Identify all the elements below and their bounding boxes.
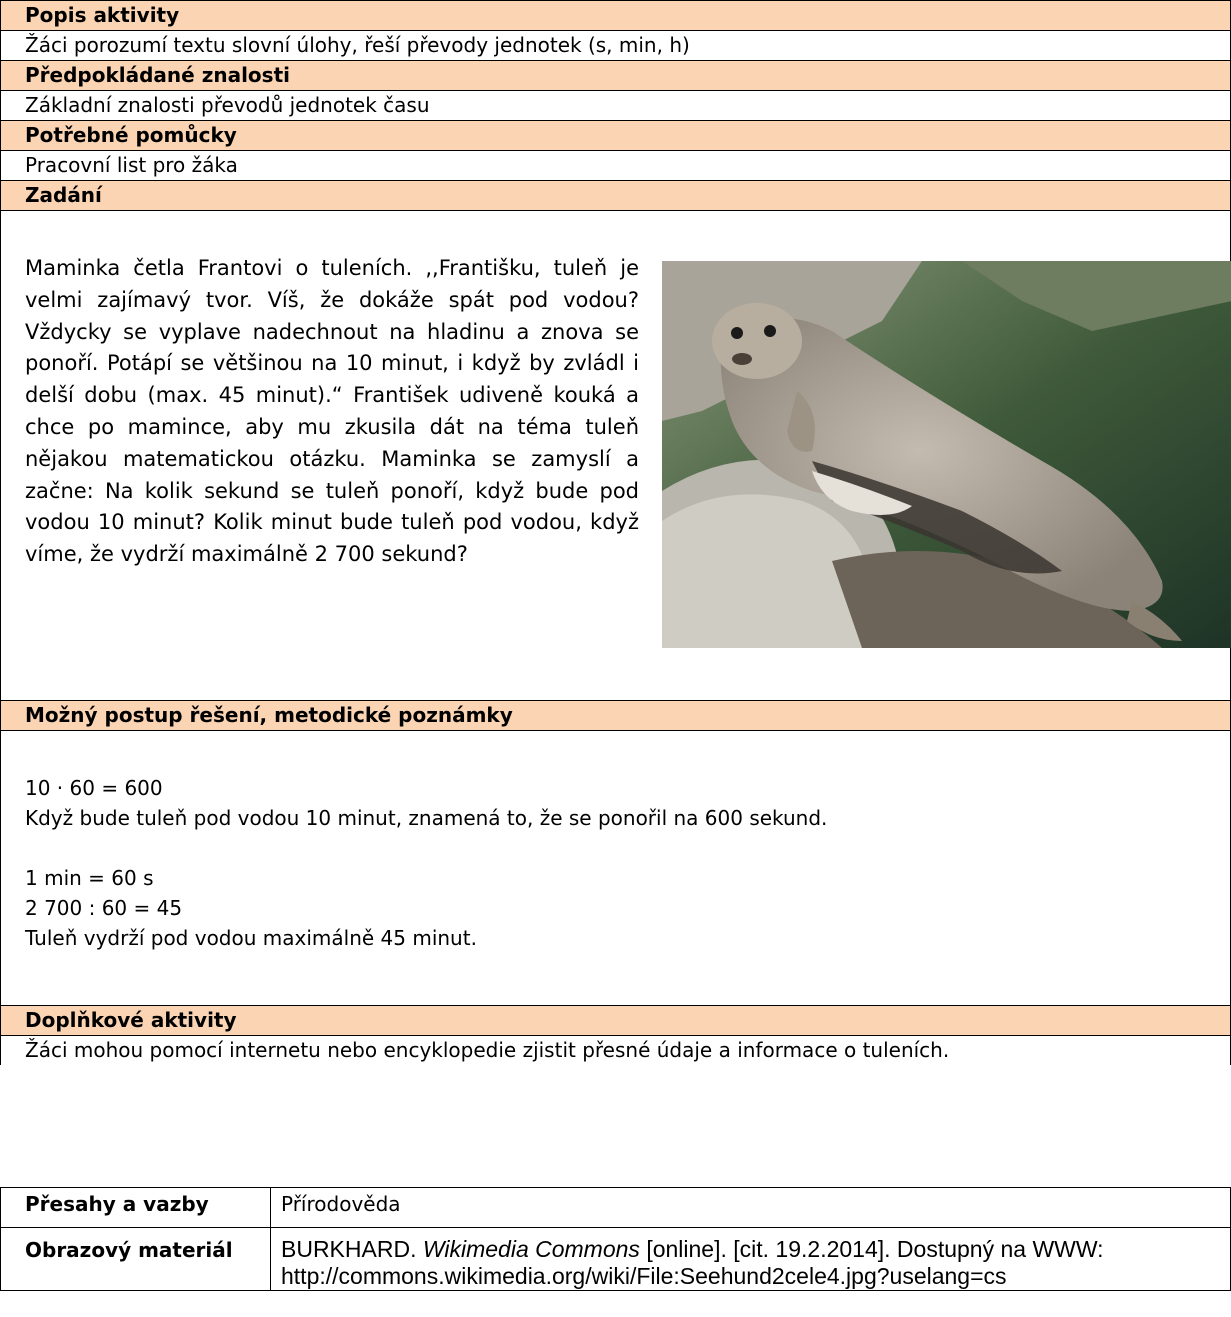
section-header-task: Zadání [0,180,1231,210]
solution-line: Tuleň vydrží pod vodou maximálně 45 minut. [25,926,477,950]
solution-line: 10 · 60 = 600 [25,776,163,800]
section-header-knowledge: Předpokládané znalosti [0,60,1231,90]
extra-text: Žáci mohou pomocí internetu nebo encyklopedie zjistit přesné údaje a informace o tuleních. [0,1035,1231,1065]
task-section [0,210,1231,700]
image-label: Obrazový materiál [1,1228,271,1291]
seal-photo [662,261,1231,648]
source-site: Wikimedia Commons [422,1236,640,1262]
section-header-solution: Možný postup řešení, metodické poznámky [0,700,1231,730]
source-url[interactable]: http://commons.wikimedia.org/wiki/File:Seehund2cele4.jpg?uselang=cs [281,1263,1007,1289]
source-rest: [online]. [cit. 19.2.2014]. Dostupný na WWW: [646,1236,1104,1262]
section-header-extra: Doplňkové aktivity [0,1005,1231,1035]
task-text: Maminka četla Frantovi o tuleních. ,,Františku, tuleň je velmi zajímavý tvor. Víš, že dokáže spát pod vodou? Vždycky se vyplave nadechnout na hladinu a znova se ponoří. Potápí se většinou na 10 minut, i když by zvládl i delší dobu (max. 45 minut).“ František udiveně kouká a chce po mamince, aby mu zkusila dát na téma tuleň nějakou matematickou otázku. Maminka se zamyslí a začne: Na kolik sekund se tuleň ponoří, když bude pod vodou 10 minut? Kolik minut bude tuleň pod vodou, když víme, že vydrží maximálně 2 700 sekund? [25,256,639,567]
tools-text: Pracovní list pro žáka [0,150,1231,180]
source-author: BURKHARD. [281,1236,417,1262]
overlap-value: Přírodověda [271,1188,1231,1228]
image-source [271,1228,1231,1291]
section-header-activity: Popis aktivity [0,0,1231,30]
info-table [0,1187,1231,1291]
solution-line: 1 min = 60 s [25,866,154,890]
overlap-label: Přesahy a vazby [1,1188,271,1228]
section-header-tools: Potřebné pomůcky [0,120,1231,150]
solution-line: 2 700 : 60 = 45 [25,896,183,920]
activity-text: Žáci porozumí textu slovní úlohy, řeší převody jednotek (s, min, h) [0,30,1231,60]
solution-section [0,730,1231,1005]
knowledge-text: Základní znalosti převodů jednotek času [0,90,1231,120]
solution-line: Když bude tuleň pod vodou 10 minut, znamená to, že se ponořil na 600 sekund. [25,806,828,830]
